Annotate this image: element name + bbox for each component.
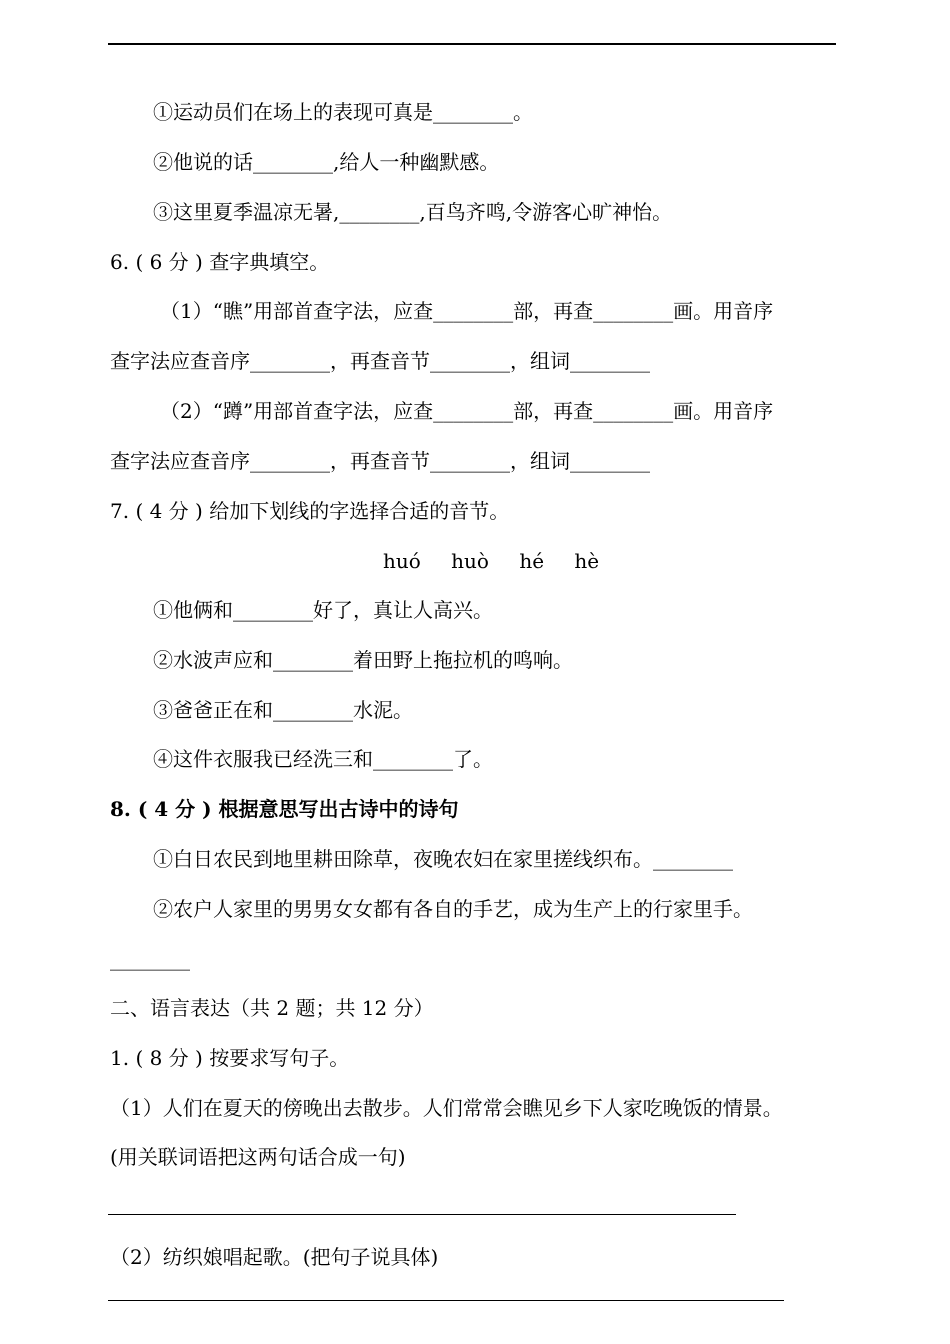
q7-item-3: ③爸爸正在和________水泥。 (153, 698, 413, 722)
q7-title: 7. ( 4 分 ) 给加下划线的字选择合适的音节。 (110, 499, 510, 523)
q7-item-4: ④这件衣服我已经洗三和________了。 (153, 747, 493, 771)
answer-line (108, 1214, 736, 1215)
q7-item-1: ①他俩和________好了，真让人高兴。 (153, 598, 493, 622)
q6-item-2-line-1: （2）“蹲”用部首查字法，应查________部，再查________画。用音序 (160, 399, 774, 423)
s2-q1-item-2: （2）纺织娘唱起歌。(把句子说具体) (110, 1245, 439, 1269)
q6-item-2-line-2: 查字法应查音序________，再查音节________，组词________ (110, 449, 650, 473)
q5-item-1: ①运动员们在场上的表现可真是________。 (153, 100, 533, 124)
s2-q1-item-1-note: (用关联词语把这两句话合成一句) (110, 1145, 406, 1169)
pinyin-option: hé (519, 549, 545, 573)
q8-item-1: ①白日农民到地里耕田除草，夜晚农妇在家里搓线织布。________ (153, 847, 733, 871)
pinyin-option: hè (574, 549, 600, 573)
header-rule (108, 43, 836, 45)
q6-title: 6. ( 6 分 ) 查字典填空。 (110, 250, 330, 274)
q8-item-2: ②农户人家里的男男女女都有各自的手艺，成为生产上的行家里手。 (153, 897, 753, 921)
q5-item-2: ②他说的话________,给人一种幽默感。 (153, 150, 500, 174)
q5-item-3: ③这里夏季温凉无暑,________,百鸟齐鸣,令游客心旷神怡。 (153, 200, 673, 224)
q8-answer-blank: ________ (110, 947, 190, 971)
answer-line (108, 1300, 784, 1301)
s2-q1-item-1: （1）人们在夏天的傍晚出去散步。人们常常会瞧见乡下人家吃晚饭的情景。 (110, 1096, 783, 1120)
q7-item-2: ②水波声应和________着田野上拖拉机的鸣响。 (153, 648, 573, 672)
pinyin-options (371, 548, 611, 574)
pinyin-option: huò (451, 549, 489, 573)
q8-title: 8. ( 4 分 ) 根据意思写出古诗中的诗句 (110, 797, 459, 821)
q6-item-1-line-2: 查字法应查音序________，再查音节________，组词________ (110, 349, 650, 373)
q6-item-1-line-1: （1）“瞧”用部首查字法，应查________部，再查________画。用音序 (160, 299, 774, 323)
pinyin-option: huó (383, 549, 421, 573)
s2-q1-title: 1. ( 8 分 ) 按要求写句子。 (110, 1046, 350, 1070)
section-2-title: 二、语言表达（共 2 题；共 12 分） (110, 996, 434, 1020)
